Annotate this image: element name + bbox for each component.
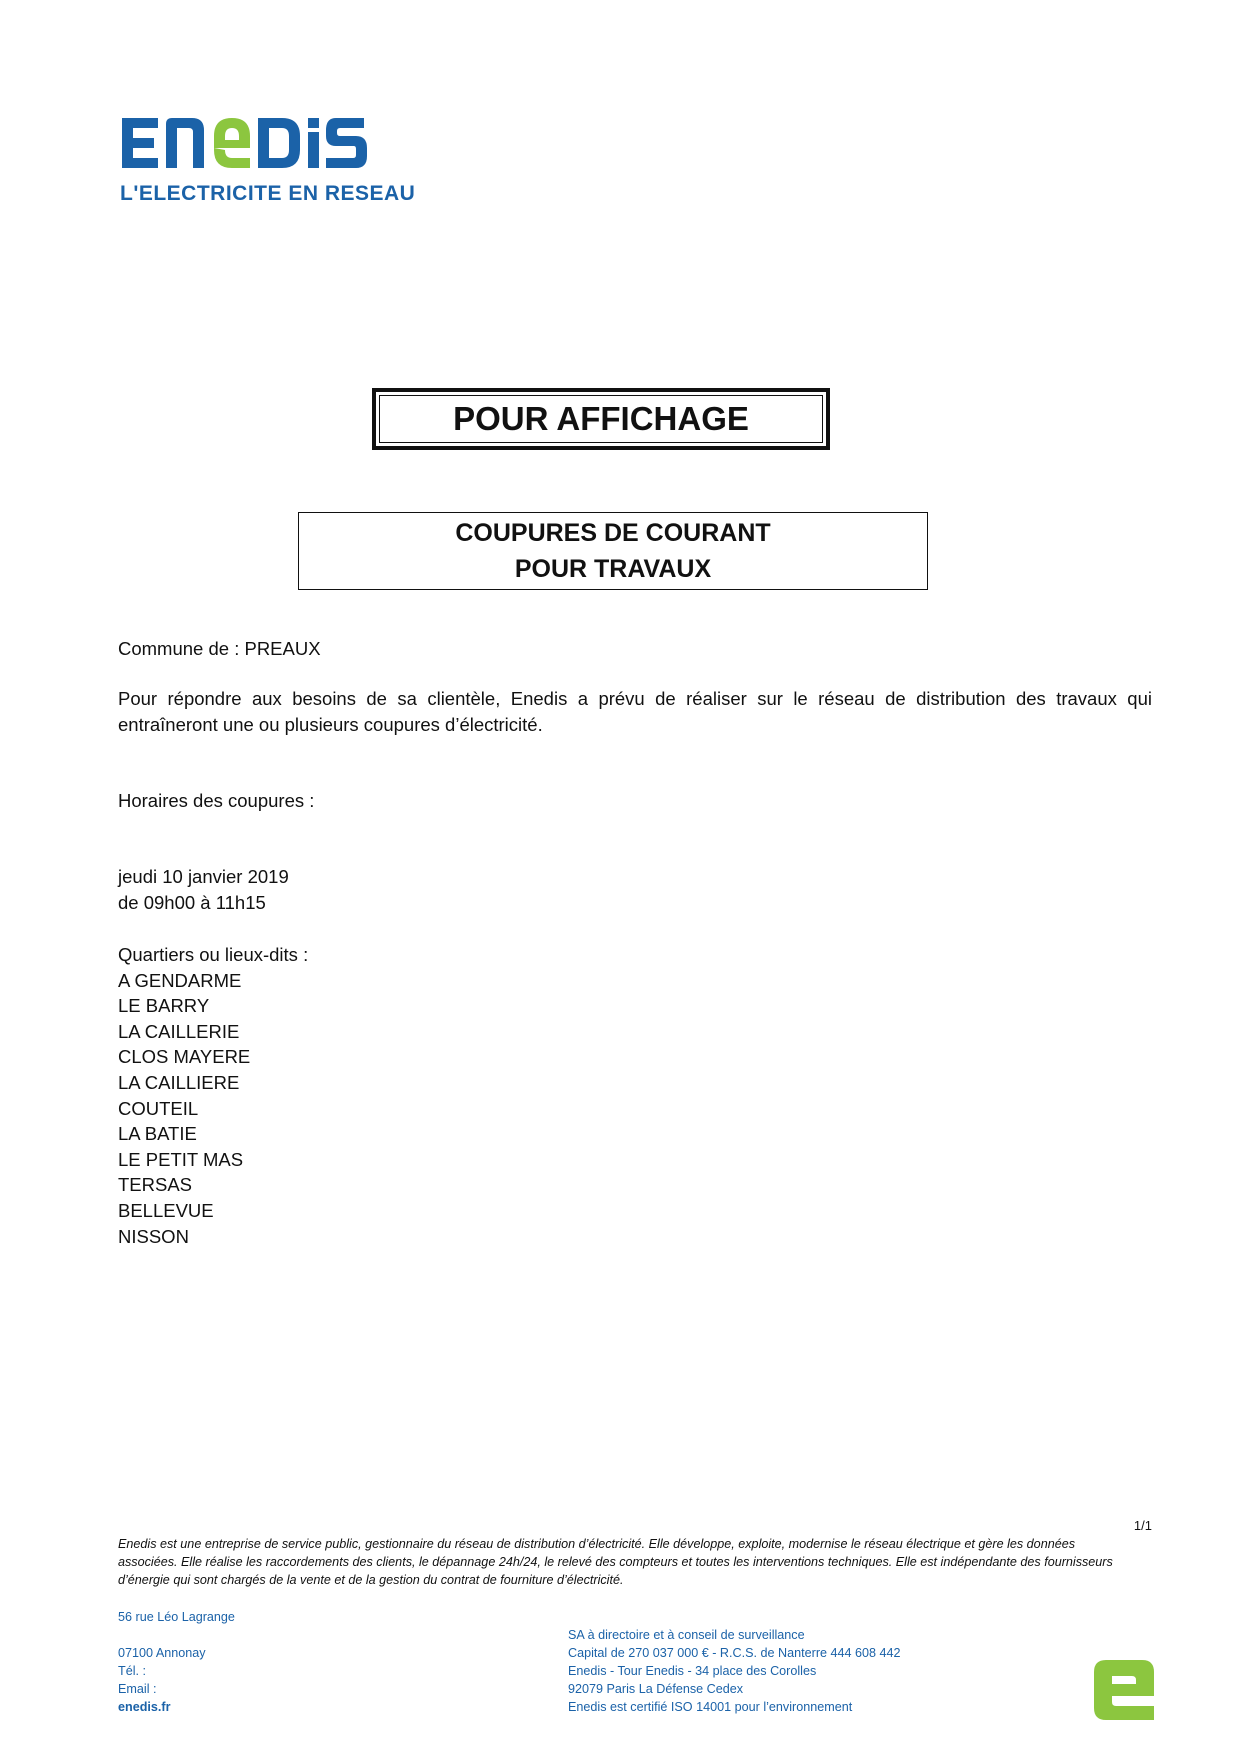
coupures-box	[298, 512, 928, 590]
list-item: LA CAILLIERE	[118, 1071, 240, 1093]
coupures-title-line1: COUPURES DE COURANT	[455, 519, 771, 547]
legal-line: 92079 Paris La Défense Cedex	[568, 1682, 744, 1696]
footer-legal	[568, 1626, 901, 1716]
list-item: LE PETIT MAS	[118, 1148, 244, 1170]
list-item: NISSON	[118, 1225, 189, 1247]
horaires-label: Horaires des coupures :	[118, 790, 315, 811]
schedule	[118, 864, 1152, 916]
list-item: BELLEVUE	[118, 1199, 214, 1221]
list-item: CLOS MAYERE	[118, 1046, 251, 1068]
footer-disclaimer: Enedis est une entreprise de service public, gestionnaire du réseau de distribution d’électricité. Elle développe, exploite, modernise le réseau électrique et gère les données associées. Elle réalise les raccordements des clients, le dépannage 24h/24, le relevé des compteurs et toutes les interventions techniques. Elle est indépendante des fournisseurs d’énergie qui sont chargés de la vente et de la gestion du contrat de fourniture d’électricité.	[118, 1537, 1113, 1587]
commune-line: Commune de : PREAUX	[118, 638, 321, 659]
address-email: Email :	[118, 1682, 157, 1696]
outage-date: jeudi 10 janvier 2019	[118, 866, 289, 887]
website-link[interactable]: enedis.fr	[118, 1700, 171, 1714]
list-item: TERSAS	[118, 1174, 193, 1196]
coupures-title-line2: POUR TRAVAUX	[514, 555, 712, 583]
quartiers-label: Quartiers ou lieux-dits :	[118, 944, 309, 965]
pour-affichage-box	[372, 388, 830, 450]
address-tel: Tél. :	[118, 1664, 146, 1678]
outage-time: de 09h00 à 11h15	[118, 892, 266, 913]
quartiers-section	[118, 942, 1152, 1249]
legal-line: Enedis est certifié ISO 14001 pour l’environnement	[568, 1700, 853, 1714]
list-item: LA BATIE	[118, 1123, 197, 1145]
address-city: 07100 Annonay	[118, 1646, 206, 1660]
address-street: 56 rue Léo Lagrange	[118, 1610, 235, 1624]
logo-tagline: L'ELECTRICITE EN RESEAU	[120, 182, 416, 205]
legal-line: Enedis - Tour Enedis - 34 place des Corolles	[568, 1664, 817, 1678]
intro-paragraph: Pour répondre aux besoins de sa clientèle, Enedis a prévu de réaliser sur le réseau de distribution des travaux qui entraîneront une ou plusieurs coupures d’électricité.	[118, 688, 1152, 735]
list-item: LA CAILLERIE	[118, 1020, 240, 1042]
legal-line: SA à directoire et à conseil de surveillance	[568, 1628, 805, 1642]
enedis-wordmark-icon	[118, 112, 388, 174]
footer-address	[118, 1608, 235, 1716]
legal-line: Capital de 270 037 000 € - R.C.S. de Nanterre 444 608 442	[568, 1646, 901, 1660]
enedis-logo	[118, 112, 416, 212]
notice-title: POUR AFFICHAGE	[379, 395, 823, 443]
list-item: COUTEIL	[118, 1097, 199, 1119]
enedis-e-logo-icon	[1094, 1660, 1154, 1720]
list-item: A GENDARME	[118, 969, 242, 991]
page-number: 1/1	[1133, 1518, 1152, 1533]
list-item: LE BARRY	[118, 995, 210, 1017]
